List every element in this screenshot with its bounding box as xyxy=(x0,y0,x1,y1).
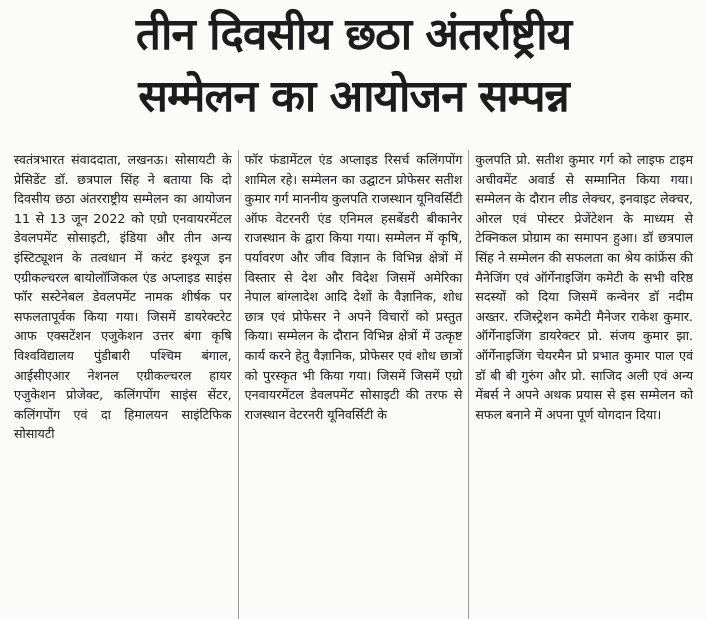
headline xyxy=(8,4,699,128)
article-column-3 xyxy=(468,150,699,619)
article-column-1 xyxy=(8,150,238,619)
column-2-text: फॉर फंडामेंटल एंड अप्लाइड रिसर्च कलिंगपोंग शामिल रहे। सम्मेलन का उद्घाटन प्रोफेसर सतीश कुमार गर्ग माननीय कुलपति राजस्थान यूनिवर्सिटी ऑफ वेटरनरी एंड एनिमल हसबेंडरी बीकानेर राजस्थान के द्वारा किया गया। सम्मेलन में कृषि, पर्यावरण और जीव विज्ञान के विभिन्न क्षेत्रों में विस्तार से देश और विदेश जिसमें अमेरिका नेपाल बांग्लादेश आदि देशों के वैज्ञानिक, शोध छात्र एवं प्रोफेसर ने अपने विचारों को प्रस्तुत किया। सम्मेलन के दौरान विभिन्न क्षेत्रों में उत्कृष्ट कार्य करने हेतु वैज्ञानिक, प्रोफेसर एवं शोध छात्रों को पुरस्कृत भी किया गया। जिसमें जिसमें एग्रो एनवायरमेंटल डेवलपमेंट सोसाइटी की तरफ से राजस्थान वेटरनरी यूनिवर्सिटी के xyxy=(244,152,463,422)
article-column-2 xyxy=(238,150,469,619)
column-3-text: कुलपति प्रो. सतीश कुमार गर्ग को लाइफ टाइम अचीवमेंट अवार्ड से सम्मानित किया गया। सम्मेलन के दौरान लीड लेक्चर, इनवाइट लेक्चर, ओरल एवं पोस्टर प्रेजेंटेशन के माध्यम से टेक्निकल प्रोग्राम का समापन हुआ। डॉ छत्रपाल सिंह ने सम्मेलन की सफलता का श्रेय कांफ्रेंस की मैनेजिंग एवं ऑर्गेनाइजिंग कमेटी के सभी वरिष्ठ सदस्यों को दिया जिसमें कन्वेनर डॉ नदीम अख्तर. रजिस्ट्रेशन कमेटी मैनेजर राकेश कुमार. ऑर्गेनाइजिंग डायरेक्टर प्रो. संजय कुमार झा. ऑर्गेनाइजिंग चेयरमैन प्रो प्रभात कुमार पाल एवं डॉ बी बी गुरुंग और प्रो. साजिद अली एवं अन्य मेंबर्स ने अपने अथक प्रयास से इस सम्मेलन को सफल बनाने में अपना पूर्ण योगदान दिया। xyxy=(475,152,694,422)
column-1-text: स्वतंत्रभारत संवाददाता, लखनऊ। सोसायटी के प्रेसिडेंट डॉ. छत्रपाल सिंह ने बताया कि दो दिवसीय छठा अंतरराष्ट्रीय सम्मेलन का आयोजन 11 से 13 जून 2022 को एग्रो एनवायरमेंटल डेवलपमेंट सोसाइटी, इंडिया और तीन अन्य इंस्टिट्यूशन के तत्वधान में करंट इश्यूज इन एग्रीकल्चरल बायोलॉजिकल एंड अप्लाइड साइंस फॉर सस्टेनेबल डेवलपमेंट नामक शीर्षक पर सफलतापूर्वक किया गया। जिसमें डायरेक्टरेट आफ एक्सटेंशन एजुकेशन उत्तर बंगा कृषि विश्वविद्यालय पुंडीबारी पश्चिम बंगाल, आईसीएआर नेशनल एग्रीकल्चरल हायर एजुकेशन प्रोजेक्ट, कलिंगपोंग साइंस सेंटर, कलिंगपोंग एवं दा हिमालयन साइंटिफिक सोसायटी xyxy=(14,152,232,442)
headline-line-1: तीन दिवसीय छठा अंतर्राष्ट्रीय xyxy=(135,9,572,60)
headline-line-2: सम्मेलन का आयोजन सम्पन्न xyxy=(138,71,569,122)
article-body xyxy=(8,150,699,619)
